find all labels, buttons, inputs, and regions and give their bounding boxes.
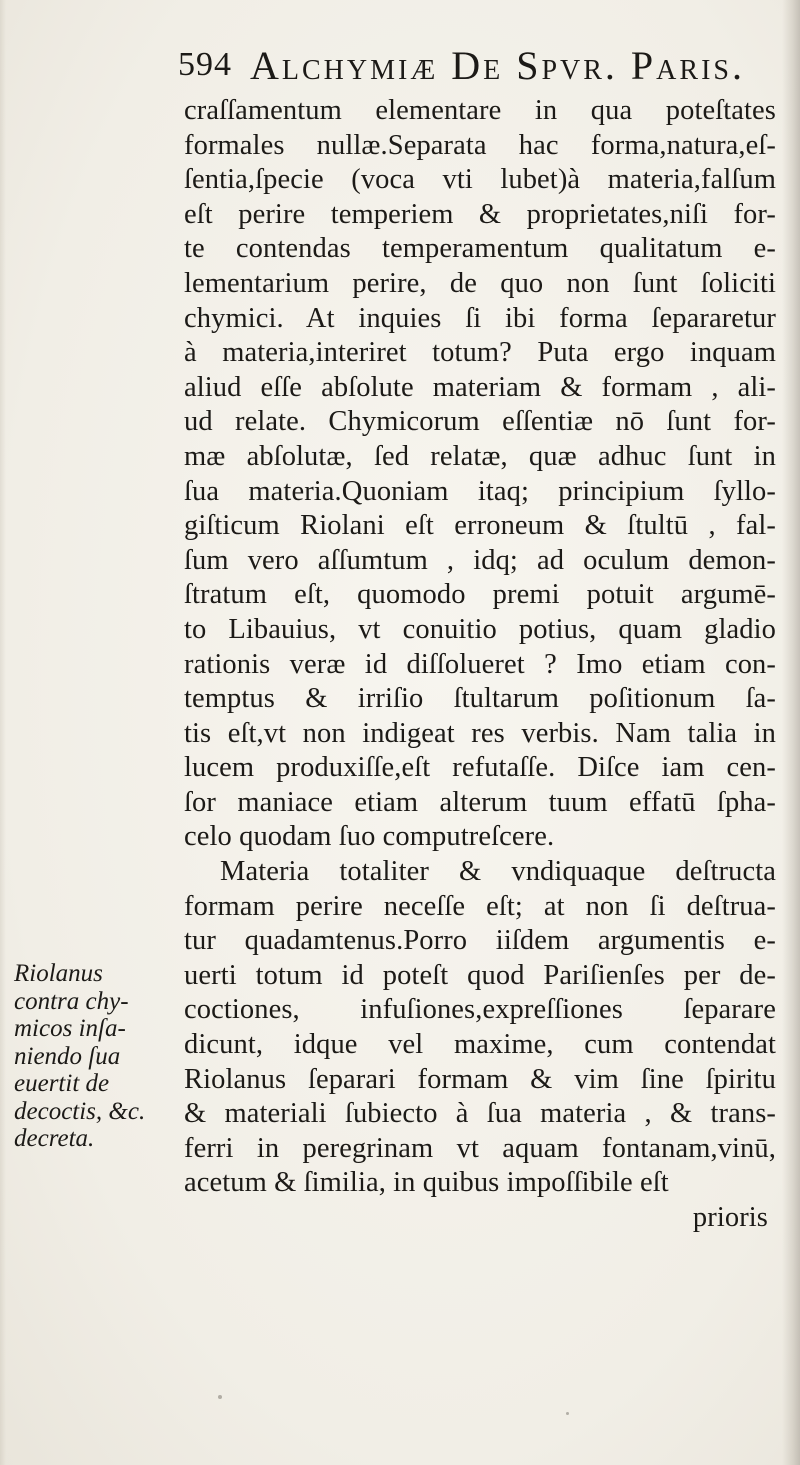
- marginal-note-line: niendo ſua: [14, 1042, 121, 1070]
- text-line: te contendas temperamentum qualitatum e-: [184, 233, 776, 265]
- text-line: Materia totaliter & vndiquaque deſtructa: [220, 856, 776, 888]
- text-line: to Libauius, vt conuitio potius, quam gladio: [184, 613, 776, 645]
- marginal-note-line: Riolanus: [14, 960, 103, 987]
- text-line: temptus & irriſio ſtultarum poſitionum ſa-: [184, 683, 776, 715]
- text-line: eſt perire temperiem & proprietates,niſi for-: [184, 198, 776, 230]
- text-line: dicunt, idque vel maxime, cum contendat: [184, 1029, 776, 1061]
- text-line: celo quodam ſuo computreſcere.: [184, 821, 555, 853]
- marginal-note-line: contra chy-: [14, 987, 129, 1015]
- text-line: mæ abſolutæ, ſed relatæ, quæ adhuc ſunt in: [184, 440, 776, 472]
- marginal-note-line: euertit de: [14, 1070, 110, 1097]
- text-line: lementarium perire, de quo non ſunt ſoliciti: [184, 267, 776, 299]
- marginal-note: [14, 960, 174, 1153]
- running-head: Alchymiæ De Spvr. Paris.: [250, 43, 745, 88]
- text-line: formales nullæ.Separata hac forma,natura,eſ-: [184, 129, 776, 161]
- text-line: ſua materia.Quoniam itaq; principium ſyllo-: [184, 475, 776, 507]
- page-edge-shadow: [782, 0, 800, 1465]
- ink-speck: [218, 1395, 222, 1399]
- text-line: rationis veræ id diſſolueret ? Imo etiam con-: [184, 648, 776, 680]
- text-line: Riolanus ſeparari formam & vim ſine ſpiritu: [184, 1063, 776, 1095]
- catchword: prioris: [692, 1202, 768, 1233]
- text-line: & materiali ſubiecto à ſua materia , & trans-: [184, 1098, 776, 1130]
- marginal-note-line: decoctis, &c.: [14, 1097, 146, 1125]
- text-line: ſor maniace etiam alterum tuum effatū ſpha-: [184, 786, 776, 818]
- text-line: à materia,interiret totum? Puta ergo inquam: [184, 337, 776, 369]
- text-line: ſum vero aſſumtum , idq; ad oculum demon-: [184, 544, 776, 576]
- text-line: uerti totum id poteſt quod Pariſienſes per de-: [184, 959, 776, 991]
- ink-speck: [566, 1412, 569, 1415]
- text-line: aliud eſſe abſolute materiam & formam , ali-: [184, 371, 776, 403]
- text-line: formam perire neceſſe eſt; at non ſi deſtrua-: [184, 890, 776, 922]
- text-line: giſticum Riolani eſt erroneum & ſtultū , fal-: [184, 510, 776, 542]
- text-line: ferri in peregrinam vt aquam fontanam,vinū,: [184, 1132, 776, 1164]
- text-line: tur quadamtenus.Porro iiſdem argumentis e-: [184, 925, 776, 957]
- text-line: coctiones, infuſiones,expreſſiones ſeparare: [184, 994, 776, 1026]
- text-line: lucem produxiſſe,eſt refutaſſe. Diſce iam cen-: [184, 752, 776, 784]
- text-line: tis eſt,vt non indigeat res verbis. Nam talia in: [184, 717, 776, 749]
- page-header: [178, 42, 778, 92]
- text-line: craſſamentum elementare in qua poteſtates: [184, 95, 776, 126]
- text-line: chymici. At inquies ſi ibi forma ſepararetur: [184, 302, 776, 334]
- text-line: ſtratum eſt, quomodo premi potuit argumē-: [184, 579, 776, 611]
- main-text-block: [184, 94, 776, 1236]
- marginal-note-line: decreta.: [14, 1125, 95, 1152]
- text-line: acetum & ſimilia, in quibus impoſſibile eſt: [184, 1167, 669, 1199]
- text-line: ſentia,ſpecie (voca vti lubet)à materia,falſum: [184, 164, 776, 196]
- text-line: ud relate. Chymicorum eſſentiæ nō ſunt for-: [184, 406, 776, 438]
- page-number: 594: [178, 46, 232, 83]
- marginal-note-line: micos inſa-: [14, 1015, 126, 1042]
- page-gutter-shadow: [0, 0, 6, 1465]
